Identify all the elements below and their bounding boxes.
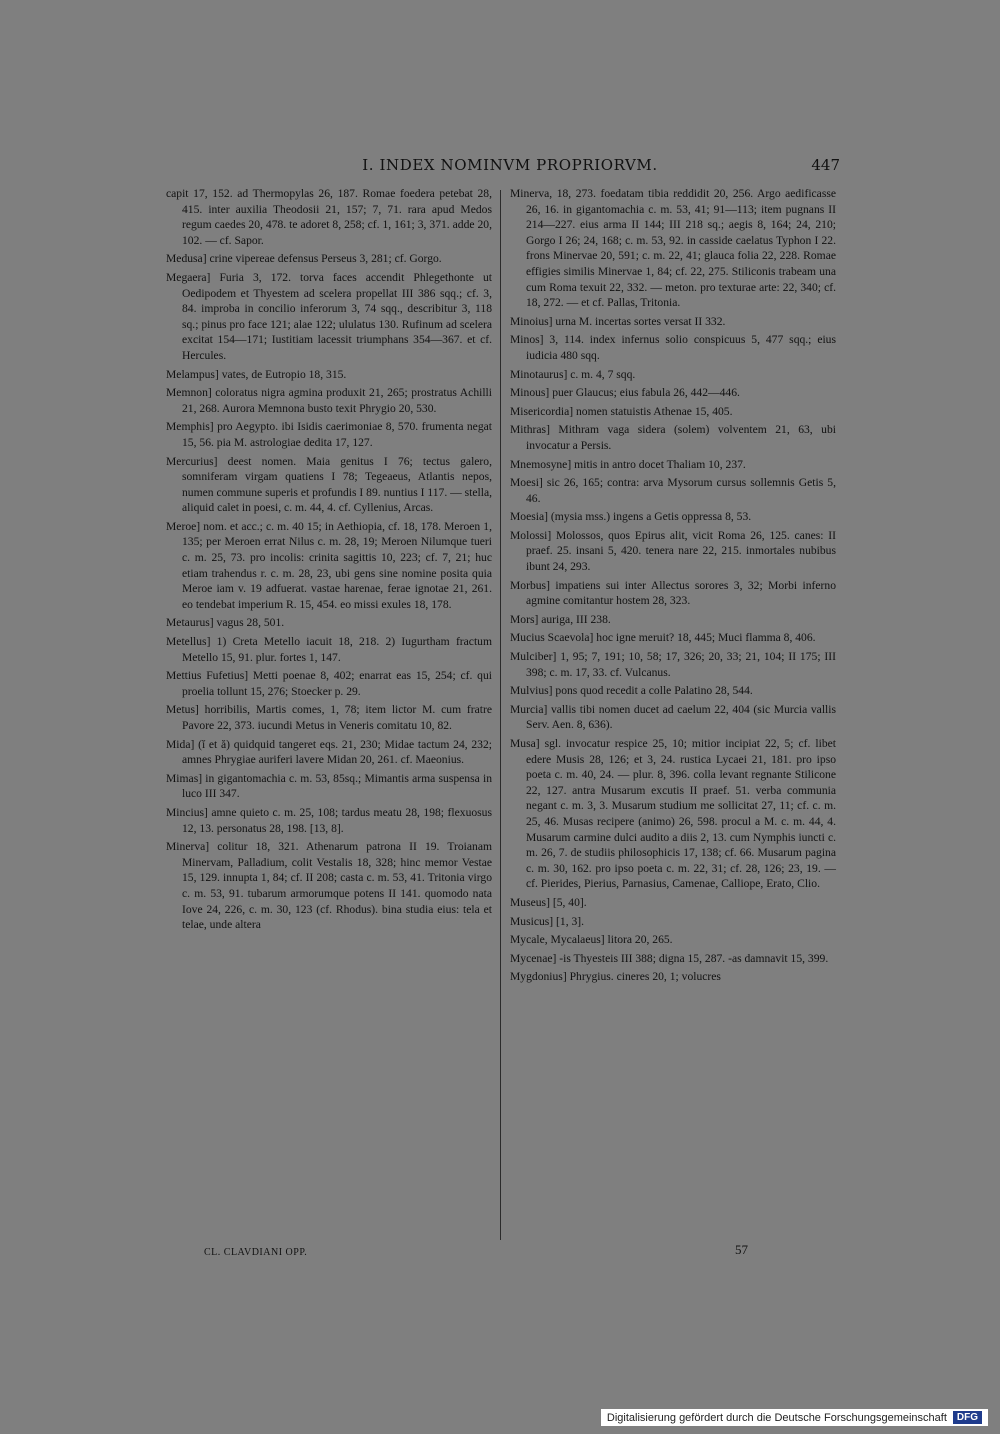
left-column	[166, 186, 492, 936]
index-entry: Memnon] coloratus nigra agmina produxit 21, 265; prostratus Achilli 21, 268. Aurora Memnona busto texit Phrygio 20, 530.	[166, 386, 492, 415]
index-entry: Metellus] 1) Creta Metello iacuit 18, 218. 2) Iugurtham fractum Metello 15, 91. plur. fortes 1, 147.	[166, 635, 492, 664]
index-entry: Mimas] in gigantomachia c. m. 53, 85sq.; Mimantis arma suspensa in luco III 347.	[166, 771, 492, 801]
index-entry: Mors] auriga, III 238.	[510, 612, 611, 626]
index-entry: Musicus] [1, 3].	[510, 914, 585, 928]
index-entry: Mulciber] 1, 95; 7, 191; 10, 58; 17, 326; 20, 33; 21, 104; II 175; III 398; c. m. 17, 33. cf. Vulcanus.	[510, 650, 836, 679]
index-entry: Mygdonius] Phrygius. cineres 20, 1; volucres	[510, 970, 721, 984]
index-entry: Metus] horribilis, Martis comes, 1, 78; item lictor M. cum fratre Pavore 22, 373. iucundi Metus in Veneris comitatu 10, 82.	[166, 703, 492, 732]
index-entry: Morbus] impatiens sui inter Allectus sorores 3, 32; Morbi inferno agmine comitantur hostem 28, 323.	[510, 578, 836, 608]
index-entry: capit 17, 152. ad Thermopylas 26, 187. Romae foedera petebat 28, 415. inter auxilia Theodosii 21, 157; 7, 71. rara apud Medos regum caedes 20, 478. te adoret 8, 258; cf. 1, 161; 3, 371. adde 20, 102. — cf. Sapor.	[166, 187, 492, 247]
index-entry: Moesi] sic 26, 165; contra: arva Mysorum cursus sollemnis Getis 5, 46.	[510, 476, 836, 505]
index-entry: Mettius Fufetius] Metti poenae 8, 402; enarrat eas 15, 254; cf. qui proelia tollunt 15, 276; Stoecker p. 29.	[166, 669, 492, 698]
credit-text: Digitalisierung gefördert durch die Deutsche Forschungsgemeinschaft	[606, 1411, 947, 1424]
index-entry: Mucius Scaevola] hoc igne meruit? 18, 445; Muci flamma 8, 406.	[510, 631, 816, 645]
index-entry: Mnemosyne] mitis in antro docet Thaliam 10, 237.	[510, 457, 746, 471]
index-entry: Mercurius] deest nomen. Maia genitus I 76; tectus galero, somniferam virgam quatiens I 78; Tegeaeus, Atlantis nepos, numen commune superis et profundis I 89. nuntius I 117. — stella, aliquid calet in poesi, c. m. 44, 4. cf. Cyllenius, Arcas.	[166, 454, 492, 515]
sheet-number: 57	[735, 1242, 748, 1257]
index-entry: Mincius] amne quieto c. m. 25, 108; tardus meatu 28, 198; flexuosus 12, 13. personatus 28, 198. [13, 8].	[166, 805, 492, 835]
index-entry: Murcia] vallis tibi nomen ducet ad caelum 22, 404 (sic Murcia vallis Serv. Aen. 8, 636).	[510, 702, 836, 732]
index-entry: Minous] puer Glaucus; eius fabula 26, 442—446.	[510, 386, 740, 400]
running-title: I. INDEX NOMINVM PROPRIORVM.	[362, 156, 658, 174]
index-entry: Minoius] urna M. incertas sortes versat II 332.	[510, 314, 726, 328]
funding-credit	[601, 1409, 988, 1426]
page-number: 447	[811, 156, 840, 174]
index-entry: Minos] 3, 114. index infernus solio conspicuus 5, 477 sqq.; eius iudicia 480 sqq.	[510, 333, 836, 362]
index-entry: Mulvius] pons quod recedit a colle Palatino 28, 544.	[510, 684, 753, 698]
index-entry: Misericordia] nomen statuistis Athenae 15, 405.	[510, 404, 733, 418]
index-entry: Museus] [5, 40].	[510, 895, 587, 909]
index-entry: Meroe] nom. et acc.; c. m. 40 15; in Aethiopia, cf. 18, 178. Meroen 1, 135; per Meroen errat Nilus c. m. 28, 19; Meroen Nilumque tueri c. m. 25, 73. pro incolis: crinita sagittis 10, 223; cf. 7, 21; huc etiam trahendus r. c. m. 28, 23, ubi gens sine nomine posita quia Meroe iam v. 19 adfuerat. vastae harenae, ferae ignotae 21, 261. eo tendebat imperium R. 15, 454. eo missi exules 18, 178.	[166, 519, 492, 611]
index-entry: Minotaurus] c. m. 4, 7 sqq.	[510, 367, 636, 381]
index-entry: Metaurus] vagus 28, 501.	[166, 616, 285, 630]
index-entry: Megaera] Furia 3, 172. torva faces accendit Phlegethonte ut Oedipodem et Thyestem ad scelera propellat III 386 sqq.; cf. 3, 84. improba in concilio inferorum 3, 74 sqq., describitur 3, 118 sq.; pinus pro face 121; alae 122; ululatus 130. Rufinum ad scelera excitat 154—171; Iustitiam lacessit triumphans 354—367. et cf. Hercules.	[166, 270, 492, 362]
index-entry: Mycale, Mycalaeus] litora 20, 265.	[510, 933, 673, 947]
index-entry: Mycenae] -is Thyesteis III 388; digna 15, 287. -as damnavit 15, 399.	[510, 951, 829, 965]
index-entry: Memphis] pro Aegypto. ibi Isidis caerimoniae 8, 570. frumenta negat 15, 56. pia M. astrologiae dedita 17, 127.	[166, 420, 492, 449]
signature-mark: CL. CLAVDIANI OPP.	[204, 1247, 308, 1258]
index-entry: Mithras] Mithram vaga sidera (solem) volventem 21, 63, ubi invocatur a Persis.	[510, 423, 836, 452]
index-entry: Molossi] Molossos, quos Epirus alit, vicit Roma 26, 125. canes: II praef. 25. insani 5, 420. tenera nare 22, 215. inmortales nubibus ibunt 24, 293.	[510, 528, 836, 574]
index-entry: Musa] sgl. invocatur respice 25, 10; mitior incipiat 22, 5; cf. libet edere Musis 28, 126; et 3, 24. rustica Lycaei 21, 181. pro ipso poeta c. m. 40, 24. — plur. 8, 396. colla levant regnante Stilicone 22, 127. antra Musarum excutis II praef. 51. verba communia negant c. m. 3, 3. Musarum studium me sollicitat 27, 11; cf. c. m. 25, 46. Musas recipere (animo) 26, 598. procul a M. c. m. 44, 4. Musarum carmine dulci audito a diis 2, 13. cum Nymphis iuncti c. m. 26, 7. de studiis philosophicis 17, 138; cf. 66. Musarum pagina c. m. 30, 162. pro ipso poeta c. m. 22, 31; cf. 28, 126; 23, 19. — cf. Pierides, Pierius, Parnasius, Camenae, Calliope, Erato, Clio.	[510, 737, 836, 891]
index-entry: Medusa] crine vipereae defensus Perseus 3, 281; cf. Gorgo.	[166, 252, 442, 266]
dfg-logo: DFG	[953, 1411, 982, 1424]
right-column	[510, 186, 836, 988]
index-entry: Moesia] (mysia mss.) ingens a Getis oppressa 8, 53.	[510, 510, 752, 524]
index-entry: Minerva, 18, 273. foedatam tibia reddidit 20, 256. Argo aedificasse 26, 16. in gigantomachia c. m. 53, 41; 91—113; item pugnans II 214—227. eius arma II 144; III 218 sq.; aegis 8, 164; 24, 210; Gorgo I 26; 24, 168; c. m. 53, 92. in casside caelatus Typhon I 22. frons Minervae 20, 591; c. m. 22, 41; glauca folia 22, 228. Romae effigies similis Minervae 1, 84; cf. 22, 275. Stiliconis trabeam una cum Roma texuit 22, 332. — meton. pro texturae arte: 22, 340; cf. 18, 272. — et cf. Pallas, Tritonia.	[510, 187, 836, 310]
index-entry: Melampus] vates, de Eutropio 18, 315.	[166, 367, 347, 381]
column-divider	[500, 190, 501, 1240]
index-entry: Mida] (ĭ et ă) quidquid tangeret eqs. 21, 230; Midae tactum 24, 232; amnes Phrygiae auriferi lavere Midan 20, 261. cf. Maeonius.	[166, 737, 492, 767]
index-entry: Minerva] colitur 18, 321. Athenarum patrona II 19. Troianam Minervam, Palladium, colit Vestalis 18, 328; hinc memor Vestae 15, 129. innupta 1, 84; cf. II 208; casta c. m. 53, 41. Tritonia virgo c. m. 53, 91. tubarum armorumque potens II 141. quomodo nata Iove 24, 226, c. m. 30, 123 (cf. Rhodus). bina studia eius: tela et telae, unde altera	[166, 840, 492, 932]
